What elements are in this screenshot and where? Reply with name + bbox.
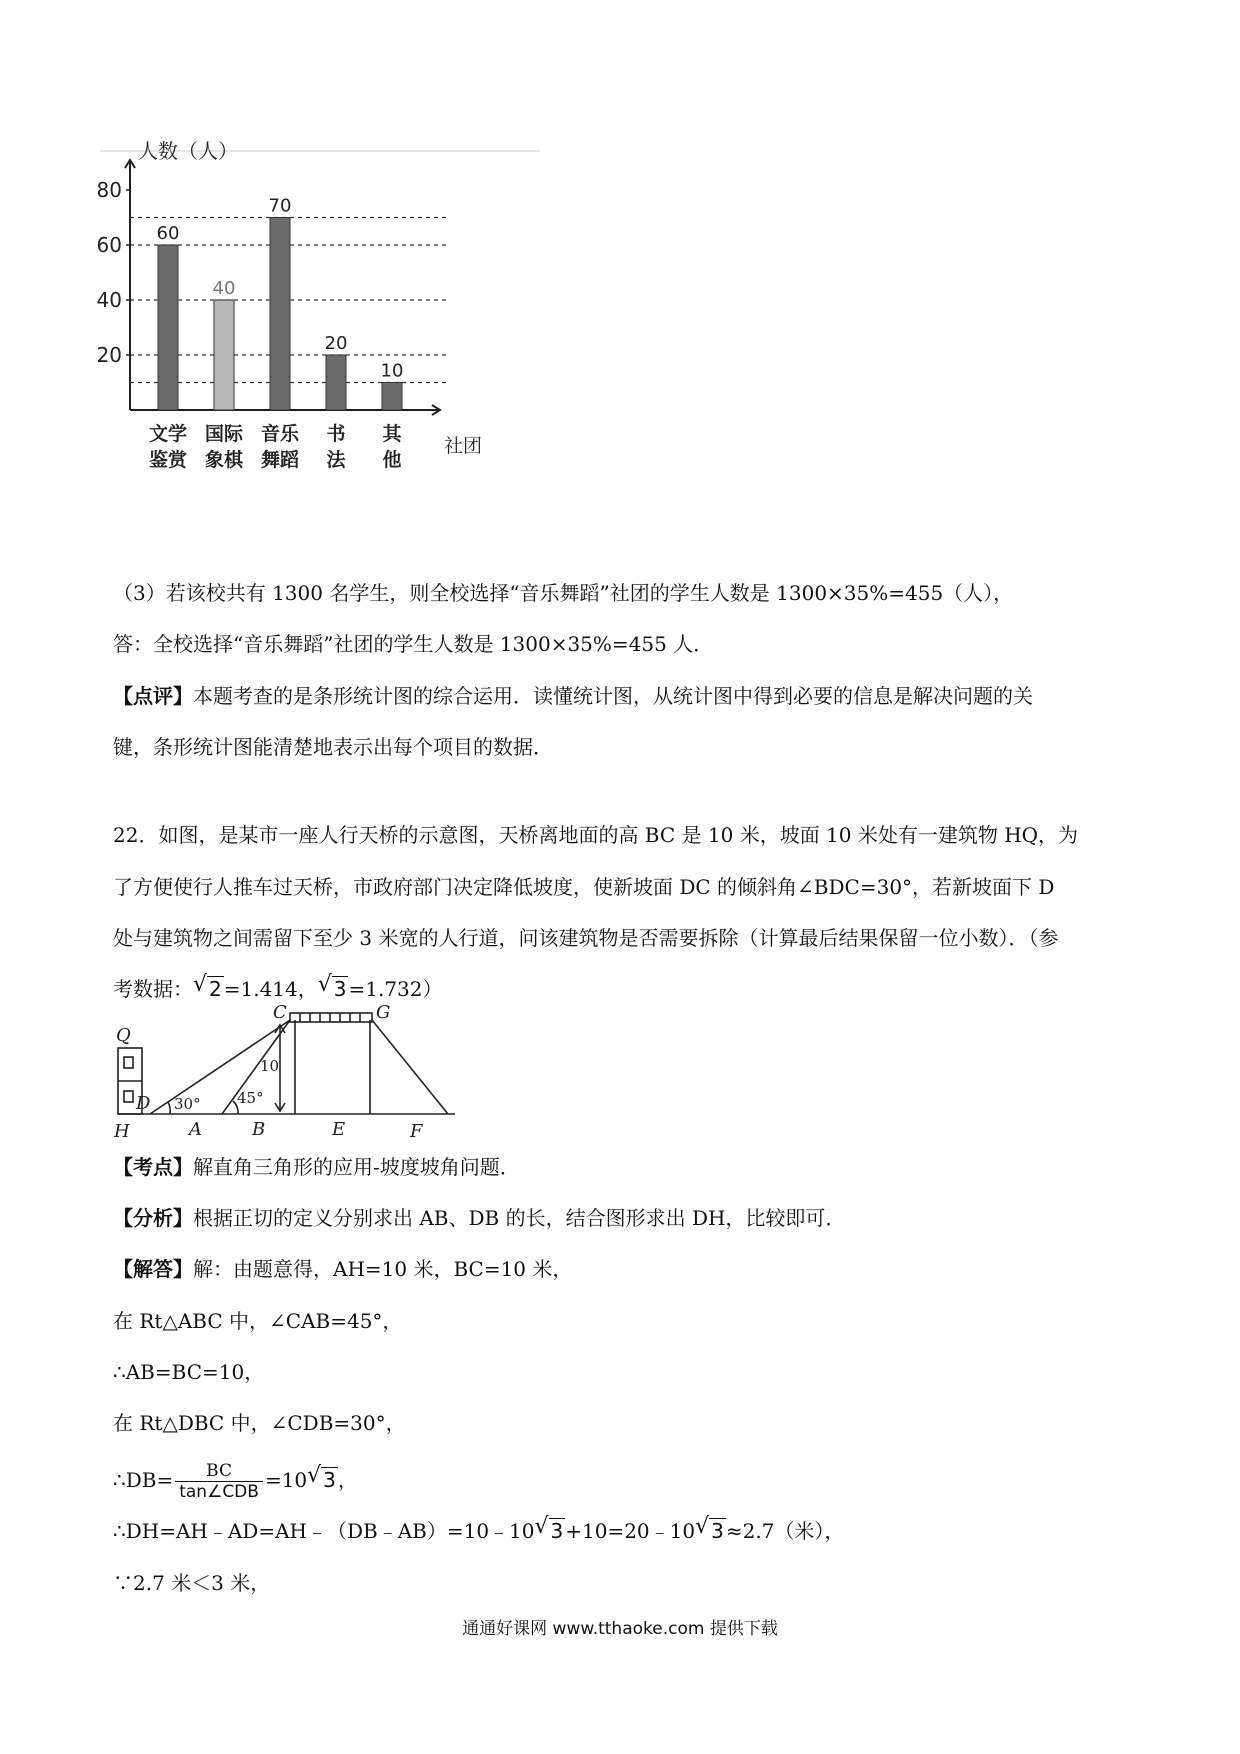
q22-line-2: 了方便使行人推车过天桥，市政府部门决定降低坡度，使新坡面 DC 的倾斜角∠BDC=30°，若新坡面下 D bbox=[113, 875, 1055, 899]
review-line-2: 键，条形统计图能清楚地表示出每个项目的数据． bbox=[113, 735, 553, 759]
answer-line: 答：全校选择“音乐舞蹈”社团的学生人数是 1300×35%=455 人． bbox=[113, 632, 714, 656]
sqrt-3-c: √ 3 bbox=[695, 1514, 724, 1543]
footer-credit: 通通好课网 www.tthaoke.com 提供下载 bbox=[462, 1619, 778, 1639]
label-angle-30: 30° bbox=[174, 1095, 201, 1113]
q22-ref-val1: =1.414， bbox=[223, 977, 318, 1001]
category-label: 他 bbox=[382, 449, 402, 471]
label-e: E bbox=[332, 1119, 346, 1140]
kaodian-text: 解直角三角形的应用-坡度坡角问题． bbox=[193, 1155, 520, 1179]
q22-line-4 bbox=[113, 972, 443, 1002]
q22-ref-val2: =1.732） bbox=[348, 977, 443, 1001]
kaodian-tag: 【考点】 bbox=[113, 1155, 193, 1179]
y-axis-label: 人数（人） bbox=[138, 139, 238, 163]
review-line-1 bbox=[113, 683, 1033, 709]
jieda-line bbox=[113, 1256, 572, 1282]
label-f: F bbox=[410, 1121, 423, 1142]
label-b: B bbox=[252, 1119, 266, 1140]
bar-4 bbox=[326, 355, 346, 410]
category-label: 文学 bbox=[148, 423, 188, 445]
bar-5 bbox=[382, 383, 402, 411]
sqrt-3: √ 3 bbox=[317, 972, 347, 1001]
category-label: 舞蹈 bbox=[260, 449, 300, 471]
fenxi-line bbox=[113, 1205, 845, 1231]
bar-value-label: 10 bbox=[380, 360, 404, 382]
label-angle-45: 45° bbox=[237, 1089, 264, 1107]
bar-value-label: 70 bbox=[268, 195, 292, 217]
category-label: 音乐 bbox=[260, 423, 300, 445]
q22-ref-label: 考数据： bbox=[113, 977, 193, 1001]
y-tick-label: 80 bbox=[96, 178, 122, 202]
category-label: 鉴赏 bbox=[148, 449, 188, 471]
q22-line-1: 22．如图，是某市一座人行天桥的示意图，天桥离地面的高 BC 是 10 米，坡面 10 米处有一建筑物 HQ，为 bbox=[113, 823, 1079, 847]
jieda-tag: 【解答】 bbox=[113, 1257, 193, 1281]
step-5: ∴DH=AH﹣AD=AH﹣（DB﹣AB）=10﹣10 √ 3 +10=20﹣10 √ 3 ≈2.7（米）， bbox=[113, 1514, 845, 1543]
bar-3 bbox=[270, 218, 290, 411]
y-tick-label: 20 bbox=[96, 343, 122, 367]
sqrt-2: √ 2 bbox=[193, 972, 222, 1001]
step-3: 在 Rt△DBC 中，∠CDB=30°， bbox=[113, 1411, 406, 1435]
review-text-1: 本题考查的是条形统计图的综合运用．读懂统计图，从统计图中得到必要的信息是解决问题的关 bbox=[193, 684, 1033, 708]
bar-chart bbox=[96, 139, 540, 471]
jieda-text: 解：由题意得，AH=10 米，BC=10 米， bbox=[193, 1257, 573, 1281]
step-2: ∴AB=BC=10， bbox=[113, 1360, 265, 1384]
label-a: A bbox=[189, 1119, 202, 1140]
fenxi-text: 根据正切的定义分别求出 AB、DB 的长，结合图形求出 DH，比较即可． bbox=[193, 1206, 846, 1230]
category-label: 书 bbox=[326, 423, 346, 445]
bar-2 bbox=[214, 300, 234, 410]
part3-line: （3）若该校共有 1300 名学生，则全校选择“音乐舞蹈”社团的学生人数是 1300×35%=455（人）， bbox=[113, 581, 1014, 605]
y-tick-label: 60 bbox=[96, 233, 122, 257]
fenxi-tag: 【分析】 bbox=[113, 1206, 193, 1230]
step-1: 在 Rt△ABC 中，∠CAB=45°， bbox=[113, 1309, 403, 1333]
label-height: 10 bbox=[260, 1057, 280, 1075]
kaodian-line bbox=[113, 1154, 520, 1180]
step-4: ∴DB= $\frac{BC}{\text{tan∠CDB}}$ =10 √ 3 ， bbox=[113, 1458, 358, 1502]
label-d: D bbox=[136, 1093, 151, 1114]
y-tick-label: 40 bbox=[96, 288, 122, 312]
review-tag: 【点评】 bbox=[113, 684, 193, 708]
sqrt-3-b: √ 3 bbox=[534, 1514, 564, 1543]
step-6: ∵2.7 米＜3 米， bbox=[113, 1571, 271, 1595]
bar-value-label: 20 bbox=[324, 333, 348, 354]
sqrt-3-a: √ 3 bbox=[307, 1463, 336, 1492]
fraction-bc-tan: $\frac{BC}{\text{tan∠CDB}}$ bbox=[175, 1461, 263, 1502]
category-label: 法 bbox=[326, 449, 346, 471]
label-q: Q bbox=[116, 1025, 131, 1046]
label-c: C bbox=[273, 1002, 287, 1023]
bridge-diagram bbox=[110, 1003, 470, 1143]
q22-line-3: 处与建筑物之间需留下至少 3 米宽的人行道，问该建筑物是否需要拆除（计算最后结果保留一位小数）．（参 bbox=[113, 926, 1059, 950]
slope-gf bbox=[372, 1020, 448, 1114]
bar-value-label: 40 bbox=[212, 278, 236, 299]
bar-value-label: 60 bbox=[156, 223, 180, 244]
bar-1 bbox=[158, 245, 178, 410]
x-axis-label: 社团 bbox=[444, 435, 483, 457]
category-label: 象棋 bbox=[204, 449, 244, 471]
label-g: G bbox=[376, 1002, 391, 1023]
label-h: H bbox=[114, 1121, 130, 1142]
category-label: 其 bbox=[382, 423, 402, 445]
category-label: 国际 bbox=[204, 423, 244, 445]
